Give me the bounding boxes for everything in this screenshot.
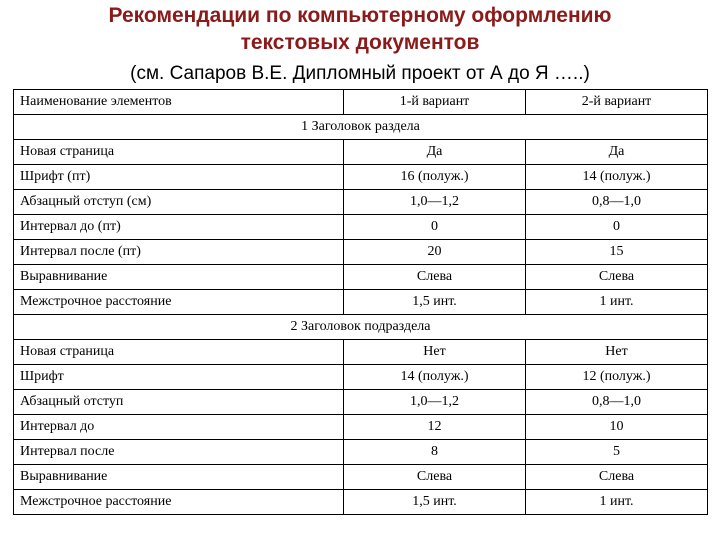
cell-variant-1: 8 (344, 440, 526, 465)
cell-element-name: Интервал до (14, 415, 344, 440)
cell-variant-1: 12 (344, 415, 526, 440)
table-row (14, 140, 708, 165)
section-row (14, 115, 708, 140)
slide-subtitle: (см. Сапаров В.Е. Дипломный проект от А до Я …..) (130, 63, 590, 84)
slide-title-line-2: текстовых документов (240, 31, 480, 54)
cell-variant-2: 0,8—1,0 (526, 190, 708, 215)
cell-variant-2: 15 (526, 240, 708, 265)
cell-variant-1: 14 (полуж.) (344, 365, 526, 390)
cell-variant-1: 1,0—1,2 (344, 390, 526, 415)
table-row (14, 465, 708, 490)
cell-variant-2: 1 инт. (526, 490, 708, 515)
table-row (14, 265, 708, 290)
cell-variant-1: Слева (344, 265, 526, 290)
header-name: Наименование элементов (14, 90, 344, 115)
cell-element-name: Шрифт (14, 365, 344, 390)
table-row (14, 165, 708, 190)
cell-element-name: Интервал после (пт) (14, 240, 344, 265)
cell-element-name: Шрифт (пт) (14, 165, 344, 190)
slide-title (0, 2, 720, 56)
formatting-table (13, 89, 708, 515)
table-row (14, 415, 708, 440)
cell-variant-2: Слева (526, 265, 708, 290)
table-row (14, 240, 708, 265)
cell-element-name: Новая страница (14, 140, 344, 165)
table-row (14, 440, 708, 465)
cell-element-name: Абзацный отступ (см) (14, 190, 344, 215)
cell-variant-2: 0 (526, 215, 708, 240)
cell-variant-2: 1 инт. (526, 290, 708, 315)
table-row (14, 190, 708, 215)
cell-variant-2: 14 (полуж.) (526, 165, 708, 190)
cell-variant-1: 1,0—1,2 (344, 190, 526, 215)
table-row (14, 365, 708, 390)
cell-variant-2: Слева (526, 465, 708, 490)
cell-variant-1: Нет (344, 340, 526, 365)
cell-element-name: Выравнивание (14, 265, 344, 290)
table-row (14, 215, 708, 240)
section-row (14, 315, 708, 340)
cell-variant-1: 0 (344, 215, 526, 240)
cell-variant-1: 16 (полуж.) (344, 165, 526, 190)
cell-element-name: Интервал до (пт) (14, 215, 344, 240)
section-title: 1 Заголовок раздела (14, 115, 708, 140)
table-row (14, 390, 708, 415)
cell-element-name: Межстрочное расстояние (14, 490, 344, 515)
header-variant-2: 2-й вариант (526, 90, 708, 115)
cell-variant-2: Нет (526, 340, 708, 365)
cell-element-name: Абзацный отступ (14, 390, 344, 415)
cell-element-name: Выравнивание (14, 465, 344, 490)
cell-variant-2: 12 (полуж.) (526, 365, 708, 390)
cell-variant-2: Да (526, 140, 708, 165)
cell-element-name: Межстрочное расстояние (14, 290, 344, 315)
cell-element-name: Новая страница (14, 340, 344, 365)
table-row (14, 340, 708, 365)
table-body (14, 90, 708, 515)
cell-variant-1: Да (344, 140, 526, 165)
table-row (14, 290, 708, 315)
cell-element-name: Интервал после (14, 440, 344, 465)
cell-variant-2: 10 (526, 415, 708, 440)
cell-variant-1: 1,5 инт. (344, 290, 526, 315)
cell-variant-1: 20 (344, 240, 526, 265)
slide-title-line-1: Рекомендации по компьютерному оформлению (108, 4, 612, 27)
header-variant-1: 1-й вариант (344, 90, 526, 115)
table-header-row (14, 90, 708, 115)
cell-variant-1: 1,5 инт. (344, 490, 526, 515)
section-title: 2 Заголовок подраздела (14, 315, 708, 340)
cell-variant-2: 5 (526, 440, 708, 465)
table-row (14, 490, 708, 515)
cell-variant-2: 0,8—1,0 (526, 390, 708, 415)
cell-variant-1: Слева (344, 465, 526, 490)
